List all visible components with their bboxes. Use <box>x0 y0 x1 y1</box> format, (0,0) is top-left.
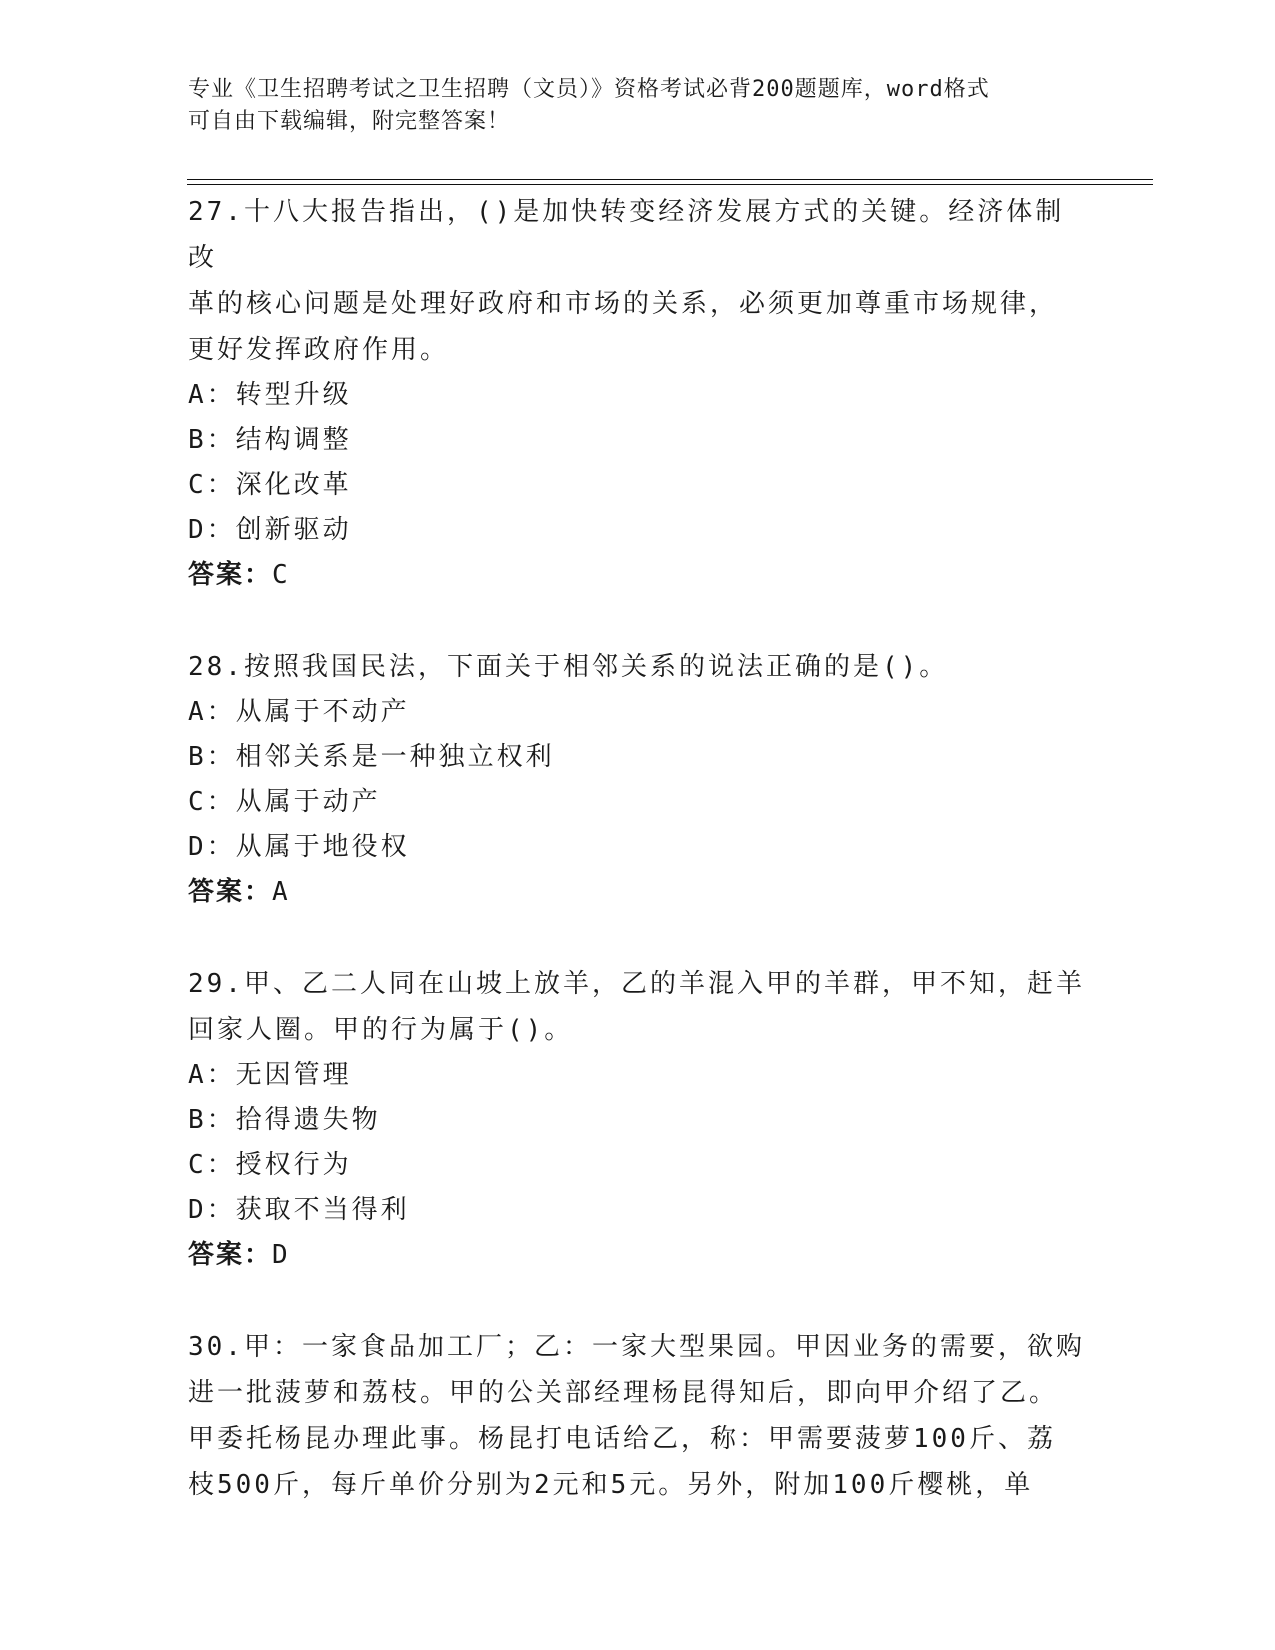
question-stem-line: 甲委托杨昆办理此事。杨昆打电话给乙，称：甲需要菠萝100斤、荔 <box>188 1424 1056 1454</box>
question-29 <box>188 961 1088 1278</box>
option-d: D：从属于地役权 <box>188 832 410 862</box>
answer-line <box>188 870 1088 915</box>
header-divider-thin <box>187 184 1153 185</box>
option-d: D：创新驱动 <box>188 515 352 545</box>
question-stem-line: 29.甲、乙二人同在山坡上放羊，乙的羊混入甲的羊群，甲不知，赶羊 <box>188 969 1085 999</box>
answer-line <box>188 1233 1088 1278</box>
answer-value: A <box>272 877 289 907</box>
option-c: C：从属于动产 <box>188 787 381 817</box>
answer-value: C <box>272 560 289 590</box>
option-c: C：深化改革 <box>188 470 352 500</box>
question-stem-line: 更好发挥政府作用。 <box>188 335 450 365</box>
question-stem-line: 27.十八大报告指出，()是加快转变经济发展方式的关键。经济体制改 <box>188 197 1065 273</box>
answer-value: D <box>272 1240 289 1270</box>
question-27 <box>188 189 1088 598</box>
answer-label: 答案： <box>188 560 273 590</box>
option-a: A：转型升级 <box>188 380 352 410</box>
answer-line <box>188 553 1088 598</box>
option-b: B：结构调整 <box>188 425 352 455</box>
answer-label: 答案： <box>188 877 273 907</box>
document-header <box>188 74 1088 138</box>
question-28 <box>188 644 1088 915</box>
option-b: B：拾得遗失物 <box>188 1105 381 1135</box>
header-divider-thick <box>187 179 1153 180</box>
answer-label: 答案： <box>188 1240 273 1270</box>
header-line-2: 可自由下载编辑，附完整答案！ <box>188 109 511 134</box>
question-stem-line: 进一批菠萝和荔枝。甲的公关部经理杨昆得知后，即向甲介绍了乙。 <box>188 1378 1059 1408</box>
option-a: A：从属于不动产 <box>188 697 410 727</box>
question-stem-line: 回家人圈。甲的行为属于()。 <box>188 1015 574 1045</box>
option-a: A：无因管理 <box>188 1060 352 1090</box>
option-b: B：相邻关系是一种独立权利 <box>188 742 555 772</box>
question-stem-line: 枝500斤，每斤单价分别为2元和5元。另外，附加100斤樱桃，单 <box>188 1470 1034 1500</box>
question-stem-line: 28.按照我国民法，下面关于相邻关系的说法正确的是()。 <box>188 652 949 682</box>
question-list <box>188 189 1088 1508</box>
question-stem-line: 30.甲：一家食品加工厂；乙：一家大型果园。甲因业务的需要，欲购 <box>188 1332 1085 1362</box>
option-c: C：授权行为 <box>188 1150 352 1180</box>
option-d: D：获取不当得利 <box>188 1195 410 1225</box>
question-stem-line: 革的核心问题是处理好政府和市场的关系，必须更加尊重市场规律， <box>188 289 1059 319</box>
header-line-1: 专业《卫生招聘考试之卫生招聘（文员）》资格考试必背200题题库，word格式 <box>188 77 990 102</box>
question-30 <box>188 1324 1088 1508</box>
